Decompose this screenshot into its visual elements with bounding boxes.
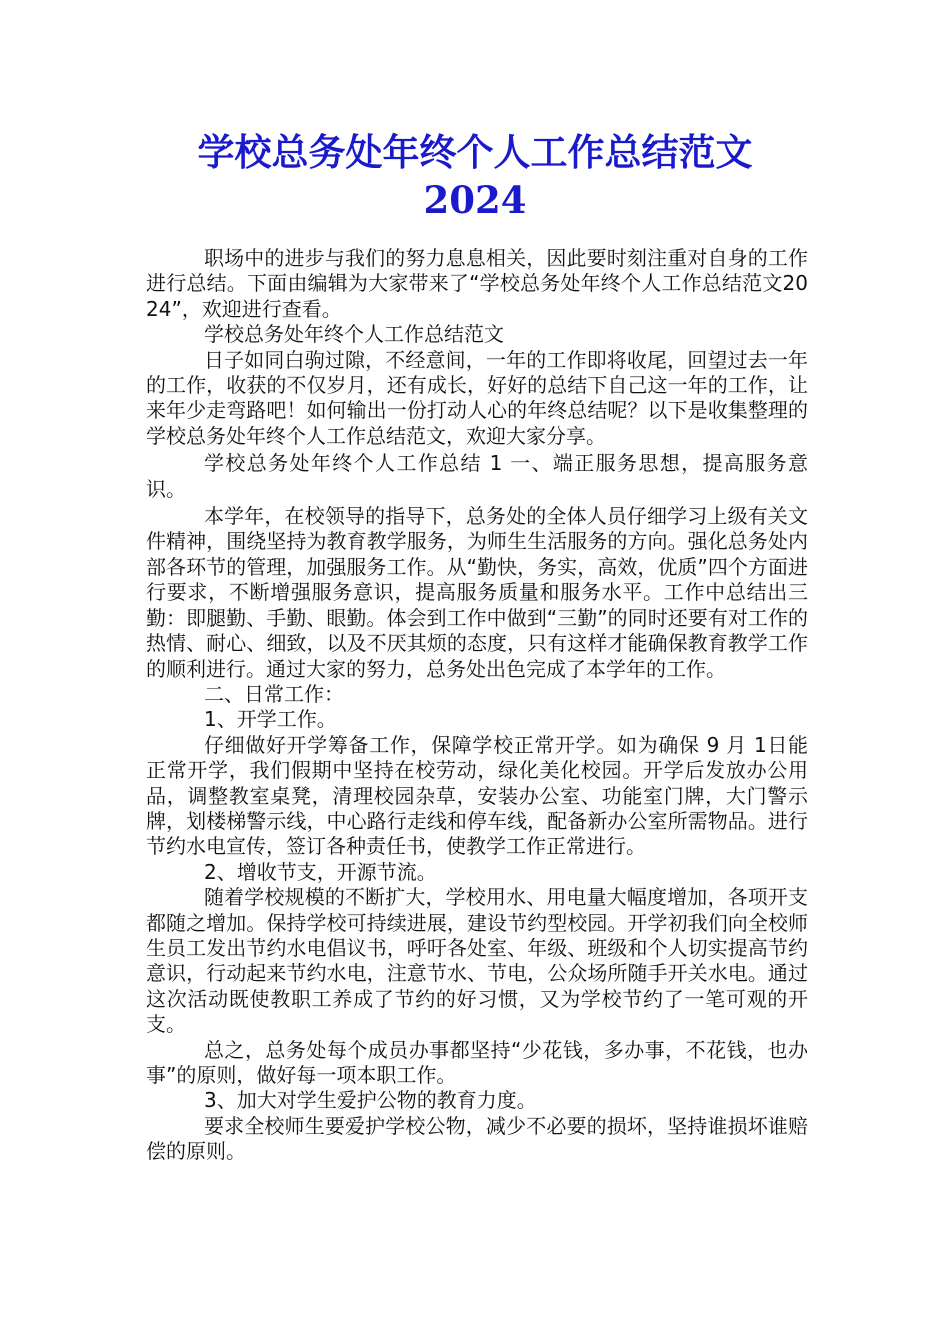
paragraph-property: 要求全校师生要爱护学校公物，减少不必要的损坏，坚持谁损坏谁赔偿的原则。 (146, 1113, 808, 1164)
paragraph-opening: 日子如同白驹过隙，不经意间，一年的工作即将收尾，回望过去一年的工作，收获的不仅岁月，还有成长，好好的总结下自己这一年的工作，让来年少走弯路吧！如何输出一份打动人心的年终总结呢？以下是收集整理的学校总务处年终个人工作总结范文，欢迎大家分享。 (146, 347, 808, 448)
paragraph-item-3: 3、加大对学生爱护公物的教育力度。 (204, 1088, 537, 1113)
paragraph-item-1: 1、开学工作。 (204, 707, 337, 732)
paragraph-intro: 职场中的进步与我们的努力息息相关，因此要时刻注重对自身的工作进行总结。下面由编辑为大家带来了“学校总务处年终个人工作总结范文2024”，欢迎进行查看。 (146, 246, 808, 321)
paragraph-section-1: 学校总务处年终个人工作总结 1 一、端正服务思想，提高服务意识。 (146, 451, 808, 501)
paragraph-service: 本学年，在校领导的指导下，总务处的全体人员仔细学习上级有关文件精神，围绕坚持为教育教学服务，为师生生活服务的方向。强化总务处内部各环节的管理，加强服务工作。从“勤快，务实，高效，优质”四个方面进行要求，不断增强服务意识，提高服务质量和服务水平。工作中总结出三勤：即腿勤、手勤、眼勤。体会到工作中做到“三勤”的同时还要有对工作的热情、耐心、细致，以及不厌其烦的态度，只有这样才能确保教育教学工作的顺利进行。通过大家的努力，总务处出色完成了本学年的工作。 (146, 504, 808, 681)
document-body (146, 246, 808, 1165)
paragraph-subtitle: 学校总务处年终个人工作总结范文 (204, 322, 504, 347)
paragraph-saving: 随着学校规模的不断扩大，学校用水、用电量大幅度增加，各项开支都随之增加。保持学校可持续进展，建设节约型校园。开学初我们向全校师生员工发出节约水电倡议书，呼吁各处室、年级、班级和个人切实提高节约意识，行动起来节约水电，注意节水、节电，公众场所随手开关水电。通过这次活动既使教职工养成了节约的好习惯，又为学校节约了一笔可观的开支。 (146, 885, 808, 1037)
paragraph-opening-work: 仔细做好开学筹备工作，保障学校正常开学。如为确保 9 月 1日能正常开学，我们假期中坚持在校劳动，绿化美化校园。开学后发放办公用品，调整教室桌凳，清理校园杂草，安装办公室、功能室门牌，大门警示牌，划楼梯警示线，中心路行走线和停车线，配备新办公室所需物品。进行节约水电宣传，签订各种责任书，使教学工作正常进行。 (146, 732, 808, 859)
paragraph-item-2: 2、增收节支，开源节流。 (204, 859, 437, 884)
document-title-line1: 学校总务处年终个人工作总结范文 (197, 130, 753, 174)
document-title-line2: 2024 (423, 178, 527, 222)
paragraph-summary: 总之，总务处每个成员办事都坚持“少花钱，多办事，不花钱，也办事”的原则，做好每一项本职工作。 (146, 1037, 808, 1087)
paragraph-section-2: 二、日常工作： (204, 681, 344, 706)
